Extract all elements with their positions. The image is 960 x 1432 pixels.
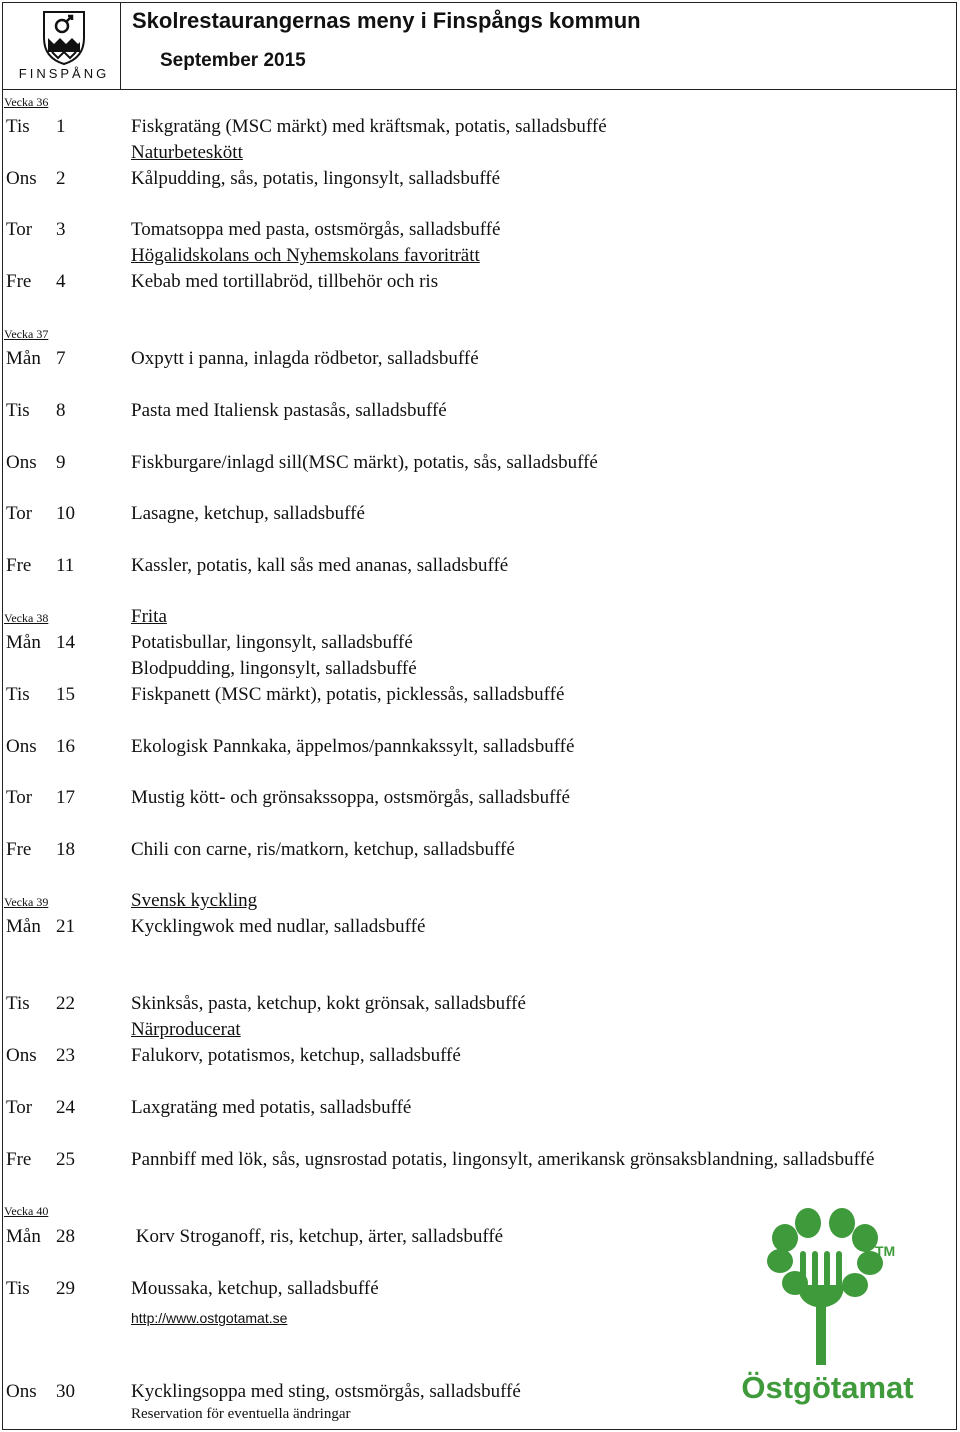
menu-day: Fre bbox=[6, 271, 32, 292]
menu-date: 23 bbox=[56, 1045, 75, 1066]
coat-of-arms-icon bbox=[14, 8, 114, 66]
menu-meal: Chili con carne, ris/matkorn, ketchup, salladsbuffé bbox=[131, 839, 515, 860]
page-subtitle: September 2015 bbox=[160, 50, 306, 71]
menu-meal: Moussaka, ketchup, salladsbuffé bbox=[131, 1278, 379, 1299]
menu-date: 2 bbox=[56, 168, 66, 189]
menu-date: 29 bbox=[56, 1278, 75, 1299]
menu-meal-heading: Högalidskolans och Nyhemskolans favoriträtt bbox=[131, 245, 480, 266]
menu-date: 17 bbox=[56, 787, 75, 808]
menu-date: 8 bbox=[56, 400, 66, 421]
week-label: Vecka 38 bbox=[4, 611, 49, 625]
menu-meal: Skinksås, pasta, ketchup, kokt grönsak, salladsbuffé bbox=[131, 993, 526, 1014]
menu-day: Tis bbox=[6, 1278, 30, 1299]
ostgotamat-logo bbox=[740, 1205, 930, 1420]
menu-date: 10 bbox=[56, 503, 75, 524]
menu-meal: Laxgratäng med potatis, salladsbuffé bbox=[131, 1097, 412, 1118]
menu-date: 4 bbox=[56, 271, 66, 292]
menu-date: 11 bbox=[56, 555, 75, 576]
menu-meal: Kassler, potatis, kall sås med ananas, salladsbuffé bbox=[131, 555, 509, 576]
menu-meal: Ekologisk Pannkaka, äppelmos/pannkakssylt, salladsbuffé bbox=[131, 736, 575, 757]
menu-meal: Mustig kött- och grönsakssoppa, ostsmörgås, salladsbuffé bbox=[131, 787, 570, 808]
menu-day: Tis bbox=[6, 400, 30, 421]
ostgotamat-link[interactable]: http://www.ostgotamat.se bbox=[131, 1310, 288, 1326]
menu-meal: Korv Stroganoff, ris, ketchup, ärter, salladsbuffé bbox=[131, 1226, 504, 1247]
menu-day: Ons bbox=[6, 1045, 37, 1066]
menu-day: Fre bbox=[6, 839, 32, 860]
menu-day: Mån bbox=[6, 1226, 41, 1247]
menu-date: 1 bbox=[56, 116, 66, 137]
menu-meal: Fiskburgare/inlagd sill(MSC märkt), potatis, sås, salladsbuffé bbox=[131, 452, 598, 473]
disclaimer-text: Reservation för eventuella ändringar bbox=[131, 1406, 351, 1422]
menu-day: Tis bbox=[6, 116, 30, 137]
week-label: Vecka 36 bbox=[4, 95, 49, 109]
menu-meal-heading: Frita bbox=[131, 606, 167, 627]
menu-date: 30 bbox=[56, 1381, 75, 1402]
menu-day: Tor bbox=[6, 1097, 33, 1118]
menu-meal: Oxpytt i panna, inlagda rödbetor, salladsbuffé bbox=[131, 348, 479, 369]
menu-meal: Potatisbullar, lingonsylt, salladsbuffé bbox=[131, 632, 413, 653]
week-label: Vecka 40 bbox=[4, 1204, 49, 1218]
tree-fork-icon bbox=[740, 1205, 915, 1370]
menu-meal: Fiskgratäng (MSC märkt) med kräftsmak, potatis, salladsbuffé bbox=[131, 116, 607, 137]
menu-meal-heading: Naturbeteskött bbox=[131, 142, 243, 163]
finspang-logo bbox=[14, 8, 114, 86]
menu-date: 3 bbox=[56, 219, 66, 240]
menu-date: 22 bbox=[56, 993, 75, 1014]
menu-date: 9 bbox=[56, 452, 66, 473]
menu-meal-heading: Svensk kyckling bbox=[131, 890, 258, 911]
menu-day: Tor bbox=[6, 787, 33, 808]
menu-day: Fre bbox=[6, 1149, 32, 1170]
week-label: Vecka 39 bbox=[4, 895, 49, 909]
menu-meal: Kålpudding, sås, potatis, lingonsylt, salladsbuffé bbox=[131, 168, 501, 189]
header-vertical-divider bbox=[120, 2, 121, 90]
week-label: Vecka 37 bbox=[4, 327, 49, 341]
menu-day: Tis bbox=[6, 993, 30, 1014]
menu-meal: Falukorv, potatismos, ketchup, salladsbuffé bbox=[131, 1045, 461, 1066]
menu-date: 14 bbox=[56, 632, 75, 653]
menu-meal: Kebab med tortillabröd, tillbehör och ris bbox=[131, 271, 439, 292]
menu-day: Mån bbox=[6, 348, 41, 369]
menu-meal: Pannbiff med lök, sås, ugnsrostad potatis, lingonsylt, amerikansk grönsaksblandning, salladsbuffé bbox=[131, 1149, 875, 1170]
menu-meal: Fiskpanett (MSC märkt), potatis, picklessås, salladsbuffé bbox=[131, 684, 565, 705]
menu-meal: Kycklingsoppa med sting, ostsmörgås, salladsbuffé bbox=[131, 1381, 521, 1402]
menu-date: 25 bbox=[56, 1149, 75, 1170]
menu-day: Mån bbox=[6, 632, 41, 653]
logo-text: FINSPÅNG bbox=[18, 66, 110, 81]
menu-meal: Kycklingwok med nudlar, salladsbuffé bbox=[131, 916, 426, 937]
menu-date: 15 bbox=[56, 684, 75, 705]
menu-date: 16 bbox=[56, 736, 75, 757]
ostgotamat-wordmark: Östgötamat bbox=[741, 1370, 914, 1405]
menu-meal: Blodpudding, lingonsylt, salladsbuffé bbox=[131, 658, 417, 679]
menu-day: Fre bbox=[6, 555, 32, 576]
menu-meal-heading: Närproducerat bbox=[131, 1019, 241, 1040]
menu-date: 18 bbox=[56, 839, 75, 860]
menu-day: Tis bbox=[6, 684, 30, 705]
header-divider bbox=[2, 89, 957, 90]
menu-day: Tor bbox=[6, 219, 33, 240]
menu-date: 7 bbox=[56, 348, 66, 369]
menu-meal: Pasta med Italiensk pastasås, salladsbuffé bbox=[131, 400, 447, 421]
page-title: Skolrestaurangernas meny i Finspångs kommun bbox=[132, 8, 641, 33]
menu-meal: Lasagne, ketchup, salladsbuffé bbox=[131, 503, 365, 524]
menu-day: Ons bbox=[6, 736, 37, 757]
menu-day: Ons bbox=[6, 168, 37, 189]
menu-day: Tor bbox=[6, 503, 33, 524]
menu-date: 21 bbox=[56, 916, 75, 937]
menu-meal: Tomatsoppa med pasta, ostsmörgås, salladsbuffé bbox=[131, 219, 501, 240]
menu-day: Ons bbox=[6, 1381, 37, 1402]
menu-day: Mån bbox=[6, 916, 41, 937]
menu-date: 24 bbox=[56, 1097, 75, 1118]
menu-date: 28 bbox=[56, 1226, 75, 1247]
menu-day: Ons bbox=[6, 452, 37, 473]
trademark-mark: TM bbox=[875, 1243, 896, 1259]
